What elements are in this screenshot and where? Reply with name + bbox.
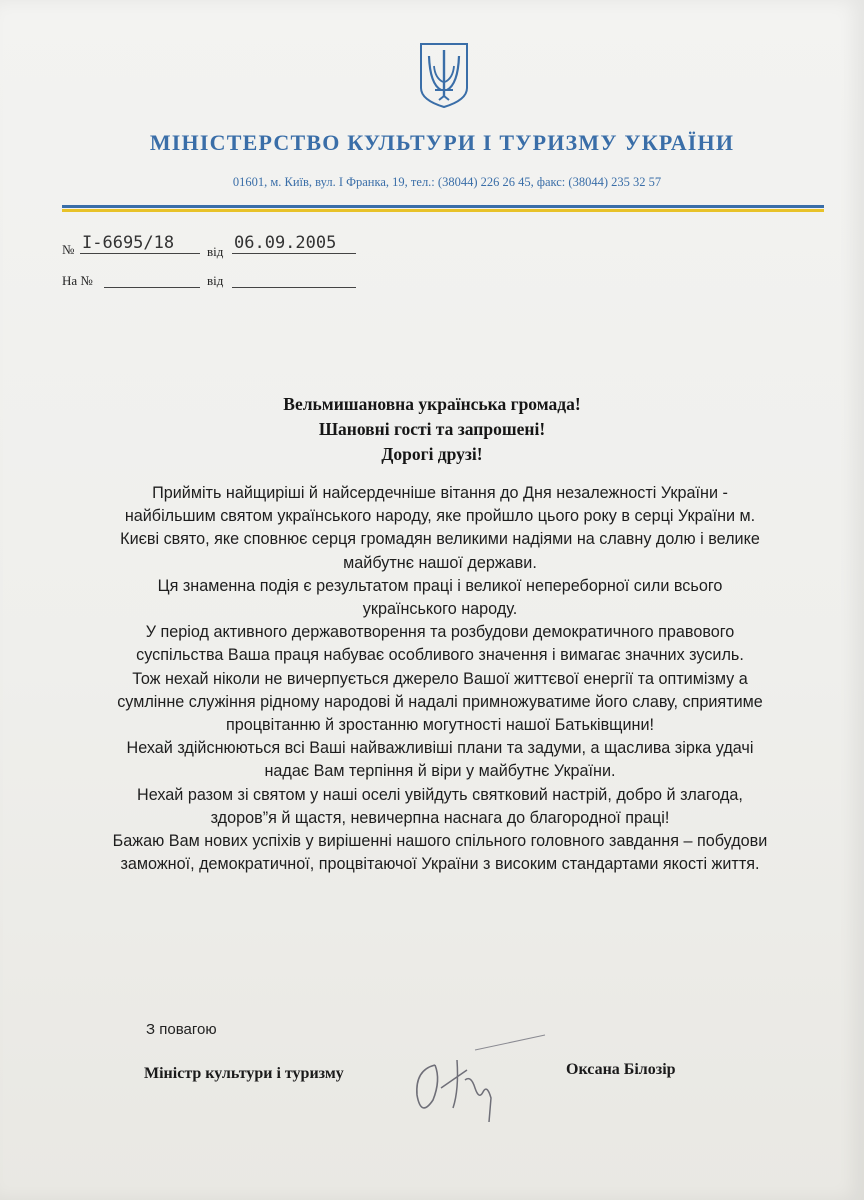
greeting-line-3: Дорогі друзі! [381,444,483,464]
body-paragraph: У період активного державотворення та розбудови демократичного правового суспільства Ваша праця набуває особливого значення і вимагає значних зусиль. [136,623,744,665]
reference-number [104,266,200,288]
header-rule-yellow [62,209,824,212]
date-label: від [207,244,224,259]
trident-icon [417,40,471,110]
outgoing-date: 06.09.2005 [232,232,356,254]
body-paragraph: Прийміть найщиріші й найсердечніше вітання до Дня незалежності України - найбільшим святом українського народу, яке пройшло цього року в серці України м. Києві свято, яке сповнює серця громадян великими надіями на славну долю і велике майбутнє нашої держави. [120,484,760,572]
ministry-address: 01601, м. Київ, вул. І Франка, 19, тел.: (38044) 226 26 45, факс: (38044) 235 32 57 [232,175,662,189]
closing-regards: З повагою [146,1021,217,1038]
greeting-line-2: Шановні гості та запрошені! [318,419,546,439]
body-paragraph: Тож нехай ніколи не вичерпується джерело Вашої життєвої енергії та оптимізму а сумлінне служіння рідному народові й надалі примножуватиме його славу, сприятиме процвітанню й зростанню могутності нашої Батьківщини! [117,669,763,735]
body-paragraph: Ця знаменна подія є результатом праці і великої непереборної сили всього українського народу. [157,576,723,619]
greeting-line-1: Вельмишановна українська громада! [283,394,581,414]
reference-date [232,266,356,288]
ministry-name: МІНІСТЕРСТВО КУЛЬТУРИ І ТУРИЗМУ УКРАЇНИ [149,130,735,155]
number-label: № [62,242,75,257]
reference-label: На № [62,273,93,288]
letter-body [110,482,770,876]
greeting [0,392,864,467]
handwritten-signature [405,1030,555,1130]
signatory-name: Оксана Білозір [566,1061,676,1078]
outgoing-number: І-6695/18 [80,232,200,254]
signatory-role: Міністр культури і туризму [144,1065,344,1082]
body-paragraph: Бажаю Вам нових успіхів у вирішенні нашого спільного головного завдання – побудови заможної, демократичної, процвітаючої України з високим стандартами якості життя. [112,832,768,874]
body-paragraph: Нехай разом зі святом у наші оселі увійдуть святковий настрій, добро й злагода, здоров”я й щастя, невичерпна наснага до благородної праці! [137,785,743,827]
body-paragraph: Нехай здійснюються всі Ваші найважливіші плани та задуми, а щаслива зірка удачі надає Вам терпіння й віри у майбутнє України. [126,739,754,781]
reference-date-label: від [207,273,224,288]
header-rule-blue [62,205,824,208]
